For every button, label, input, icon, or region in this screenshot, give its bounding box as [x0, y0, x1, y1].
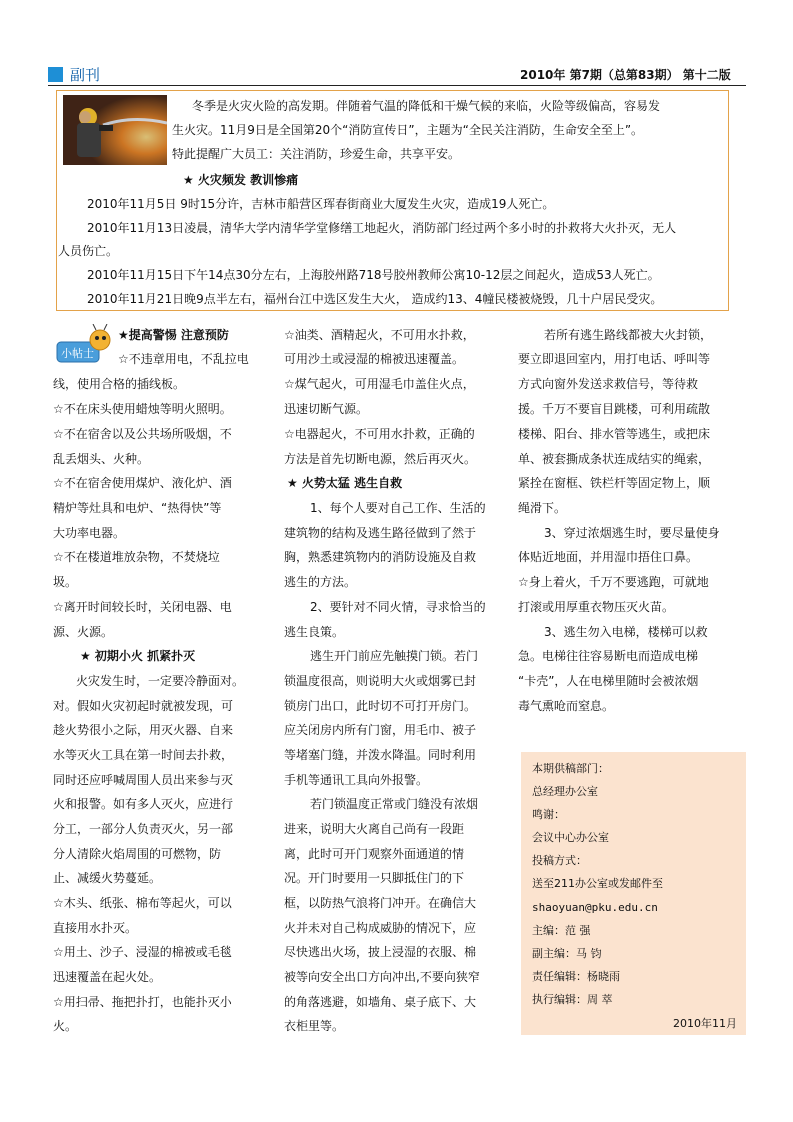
col1-line: 对。假如火灾初起时就被发现，可 — [53, 699, 234, 713]
intro-heading: ★ 火灾频发 教训惨痛 — [183, 173, 299, 187]
col3-line: 援。千万不要盲目跳楼，可利用疏散 — [518, 402, 711, 416]
col1-line: ☆不违章用电，不乱拉电 — [118, 352, 249, 366]
col1-line: 火和报警。如有多人灭火，应进行 — [53, 797, 234, 811]
col2-line: 方法是首先切断电源，然后再灭火。 — [284, 452, 477, 466]
col2-line: 的角落逃避，如墙角、桌子底下、大 — [284, 995, 477, 1009]
credits-date: 2010年11月 — [673, 1017, 737, 1030]
col2-line: 胸，熟悉建筑物内的消防设施及自救 — [284, 550, 477, 564]
col1-line: ☆用扫帚、拖把扑打，也能扑灭小 — [53, 995, 232, 1009]
firefighter-photo — [63, 95, 167, 165]
col1-line: 直接用水扑灭。 — [53, 921, 138, 935]
col1-heading-1: ★提高警惕 注意预防 — [118, 328, 229, 342]
credits-line: 本期供稿部门： — [532, 762, 609, 775]
issue-info: 2010年 第7期（总第83期） 第十二版 — [520, 68, 731, 82]
col2-line: 离，此时可开门观察外面通道的情 — [284, 847, 465, 861]
header-rule — [48, 85, 746, 86]
col3-line: 方式向窗外发送求救信号，等待救 — [518, 377, 699, 391]
col2-line: 等堵塞门缝，并泼水降温。同时利用 — [284, 748, 477, 762]
credits-line: 会议中心办公室 — [532, 831, 609, 844]
event-1: 2010年11月5日 9时15分许，吉林市船营区珲春街商业大厦发生火灾，造成19人死亡。 — [87, 197, 555, 211]
col2-line: 火并未对自己构成威胁的情况下，应 — [284, 921, 477, 935]
col1-line: ☆不在楼道堆放杂物，不焚烧垃 — [53, 550, 220, 564]
col2-line: 尽快逃出火场，披上浸湿的衣服、棉 — [284, 945, 477, 959]
col3-line: 3、穿过浓烟逃生时，要尽量使身 — [544, 526, 720, 540]
credits-email: shaoyuan@pku.edu.cn — [532, 901, 658, 914]
event-4: 2010年11月21日晚9点半左右，福州台江中选区发生大火， 造成约13、4幢民楼被烧毁，几十户居民受灾。 — [87, 292, 663, 306]
col3-line: 要立即退回室内，用打电话、呼叫等 — [518, 352, 711, 366]
col3-line: 若所有逃生路线都被大火封锁， — [544, 328, 713, 342]
col1-heading-2: ★ 初期小火 抓紧扑灭 — [80, 649, 196, 663]
credits-line: 主编：范 强 — [532, 924, 591, 937]
col2-line: 应关闭房内所有门窗，用毛巾、被子 — [284, 723, 477, 737]
col3-line: ☆身上着火，千万不要逃跑，可就地 — [518, 575, 709, 589]
col1-line: ☆木头、纸张、棉布等起火，可以 — [53, 896, 232, 910]
col3-line: 急。电梯往往容易断电而造成电梯 — [518, 649, 699, 663]
col3-line: 楼梯、阳台、排水管等逃生，或把床 — [518, 427, 711, 441]
col1-line: 止、减缓火势蔓延。 — [53, 871, 162, 885]
event-2: 2010年11月13日凌晨，清华大学内清华学堂修缮工地起火，消防部门经过两个多小时的扑救将大火扑灭，无人 — [87, 221, 677, 235]
col1-line: 同时还应呼喊周围人员出来参与灭 — [53, 773, 234, 787]
col1-line: 分工，一部分人负责灭火，另一部 — [53, 822, 234, 836]
col2-line: 被等向安全出口方向冲出,不要向狭窄 — [284, 970, 480, 984]
col3-line: 体贴近地面，并用湿巾捂住口鼻。 — [518, 550, 699, 564]
col1-line: 火。 — [53, 1019, 78, 1033]
col3-line: 3、逃生勿入电梯，楼梯可以救 — [544, 625, 708, 639]
credits-line: 副主编：马 钧 — [532, 947, 602, 960]
col1-line: 迅速覆盖在起火处。 — [53, 970, 162, 984]
col2-line: 况。开门时要用一只脚抵住门的下 — [284, 871, 465, 885]
col1-line: 分人清除火焰周围的可燃物，防 — [53, 847, 222, 861]
col1-line: ☆离开时间较长时，关闭电器、电 — [53, 600, 232, 614]
col1-line: 线，使用合格的插线板。 — [53, 377, 186, 391]
col1-line: ☆不在宿舍以及公共场所吸烟，不 — [53, 427, 232, 441]
col1-line: ☆不在宿舍使用煤炉、液化炉、酒 — [53, 476, 232, 490]
credits-line: 总经理办公室 — [532, 785, 598, 798]
event-2-cont: 人员伤亡。 — [58, 244, 119, 258]
credits-line: 执行编辑：周 萃 — [532, 993, 613, 1006]
col1-line: 趁火势很小之际，用灭火器、自来 — [53, 723, 234, 737]
col2-line: 迅速切断气源。 — [284, 402, 369, 416]
tips-sticker — [55, 324, 113, 366]
credits-line: 责任编辑：杨晓雨 — [532, 970, 620, 983]
intro-line-1: 冬季是火灾火险的高发期。伴随着气温的降低和干燥气候的来临，火险等级偏高，容易发 — [192, 99, 661, 113]
col1-line: 源、火源。 — [53, 625, 114, 639]
col1-line: 乱丢烟头、火种。 — [53, 452, 150, 466]
col2-line: 衣柜里等。 — [284, 1019, 345, 1033]
sticker-label: 小帖士 — [61, 347, 94, 360]
col3-line: 打滚或用厚重衣物压灭火苗。 — [518, 600, 675, 614]
col2-line: ☆油类、酒精起火，不可用水扑救， — [284, 328, 475, 342]
col2-line: 2、要针对不同火情，寻求恰当的 — [310, 600, 486, 614]
col2-line: 逃生的方法。 — [284, 575, 357, 589]
col3-line: 紧拴在窗框、铁栏杆等固定物上，顺 — [518, 476, 711, 490]
col2-heading: ★ 火势太猛 逃生自救 — [287, 476, 403, 490]
col2-line: 可用沙土或浸湿的棉被迅速覆盖。 — [284, 352, 465, 366]
col3-line: 毒气熏呛而窒息。 — [518, 699, 615, 713]
intro-line-2: 生火灾。11月9日是全国第20个“消防宣传日”，主题为“全民关注消防，生命安全至上”。 — [172, 123, 644, 137]
col1-line: 精炉等灶具和电炉、“热得快”等 — [53, 501, 222, 515]
col1-line: 圾。 — [53, 575, 78, 589]
event-3: 2010年11月15日下午14点30分左右，上海胶州路718号胶州教师公寓10-12层之间起火，造成53人死亡。 — [87, 268, 660, 282]
col3-line: “卡壳”，人在电梯里随时会被浓烟 — [518, 674, 699, 688]
col2-line: 手机等通讯工具向外报警。 — [284, 773, 429, 787]
credits-line: 投稿方式： — [532, 854, 587, 867]
intro-line-3: 特此提醒广大员工：关注消防，珍爱生命，共享平安。 — [172, 147, 461, 161]
col3-line: 单、被套撕成条状连成结实的绳索， — [518, 452, 711, 466]
col2-line: ☆煤气起火，可用湿毛巾盖住火点， — [284, 377, 475, 391]
col3-line: 绳滑下。 — [518, 501, 567, 515]
col2-line: 若门锁温度正常或门缝没有浓烟 — [310, 797, 479, 811]
col1-line: 火灾发生时，一定要冷静面对。 — [76, 674, 245, 688]
section-marker — [48, 67, 63, 82]
col2-line: 逃生开门前应先触摸门锁。若门 — [310, 649, 479, 663]
col2-line: 框，以防热气浪将门冲开。在确信大 — [284, 896, 477, 910]
col2-line: 建筑物的结构及逃生路径做到了然于 — [284, 526, 477, 540]
col2-line: ☆电器起火，不可用水扑救，正确的 — [284, 427, 475, 441]
col1-line: ☆用土、沙子、浸湿的棉被或毛毯 — [53, 945, 232, 959]
credits-line: 鸣谢： — [532, 808, 565, 821]
col1-line: 大功率电器。 — [53, 526, 126, 540]
col2-line: 锁房门出口，此时切不可打开房门。 — [284, 699, 477, 713]
col1-line: ☆不在床头使用蜡烛等明火照明。 — [53, 402, 232, 416]
col2-line: 锁温度很高，则说明大火或烟雾已封 — [284, 674, 477, 688]
section-title: 副刊 — [70, 66, 101, 84]
credits-line: 送至211办公室或发邮件至 — [532, 877, 663, 890]
col1-line: 水等灭火工具在第一时间去扑救， — [53, 748, 234, 762]
col2-line: 逃生良策。 — [284, 625, 345, 639]
col2-line: 1、每个人要对自己工作、生活的 — [310, 501, 486, 515]
col2-line: 进来，说明大火离自己尚有一段距 — [284, 822, 465, 836]
